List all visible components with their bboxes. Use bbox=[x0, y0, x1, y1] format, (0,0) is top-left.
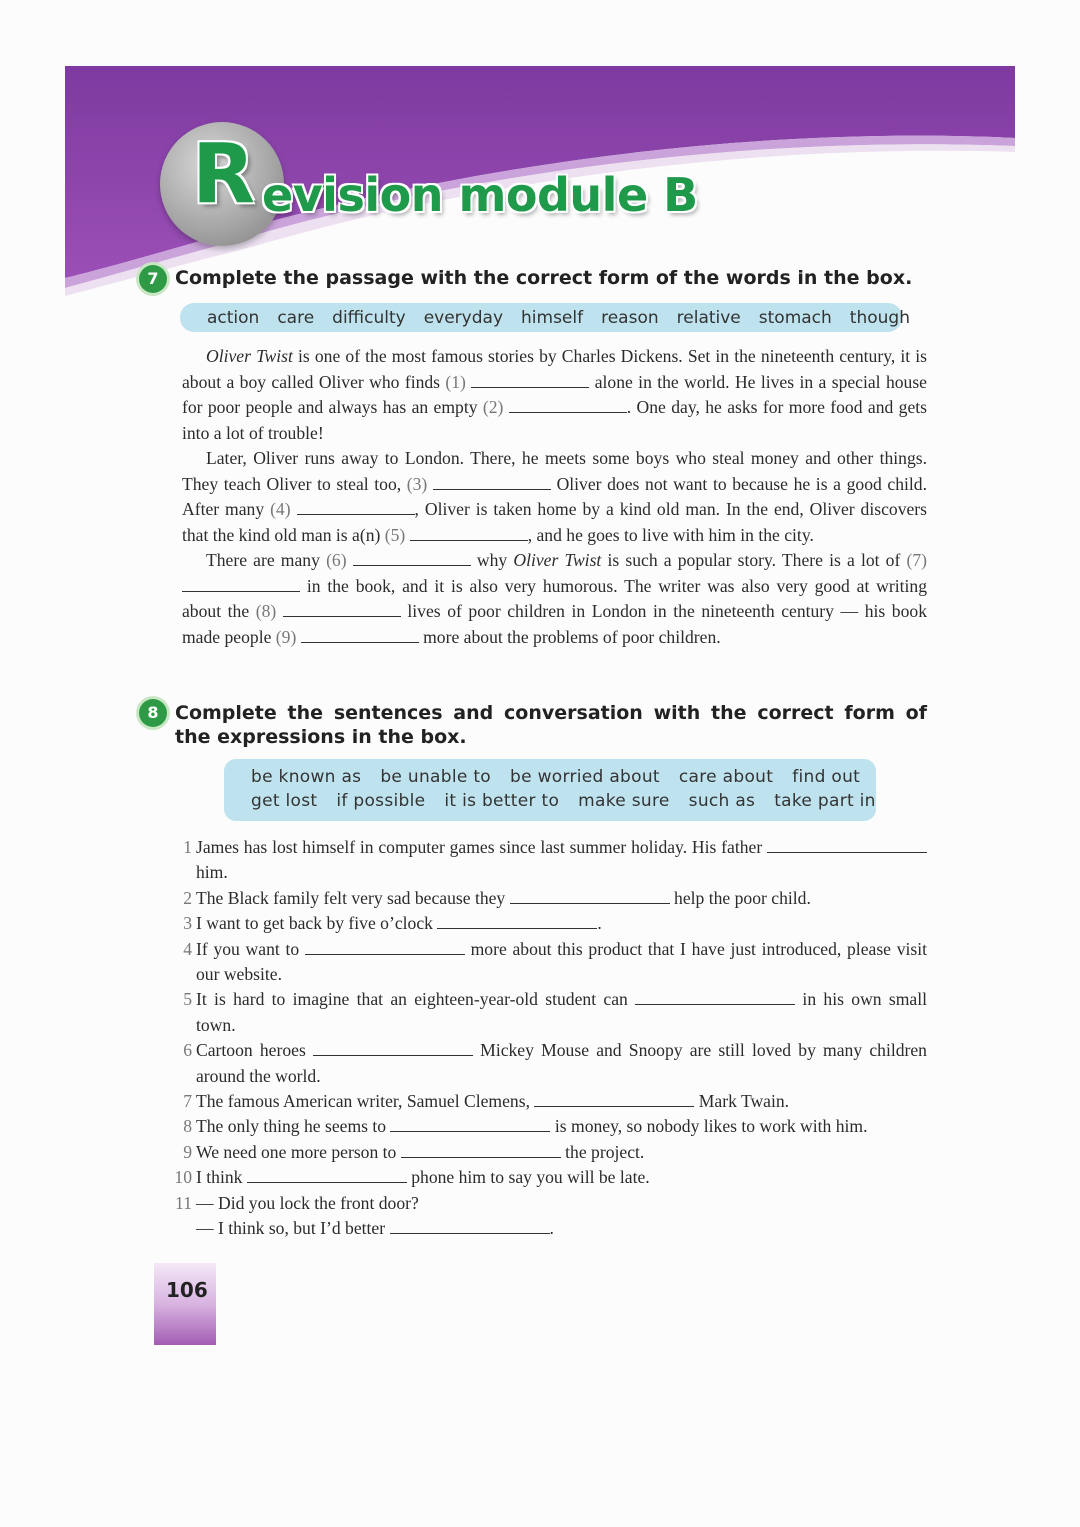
answer-blank[interactable] bbox=[433, 474, 551, 490]
answer-blank[interactable] bbox=[401, 1142, 561, 1158]
sentence-part: — I think so, but I’d better bbox=[196, 1218, 390, 1239]
answer-blank[interactable] bbox=[313, 1040, 473, 1056]
sentence-part: The famous American writer, Samuel Clemens, bbox=[196, 1091, 535, 1112]
passage-text: Later, Oliver runs away to London. There, he meets some boys who steal money and other things. They teach Oliver to steal too, bbox=[182, 448, 927, 494]
box-expression: get lost bbox=[251, 791, 318, 811]
passage-text: , Oliver is taken home by a kind old man. In the end, Oliver discovers that the kind old man is a(n) bbox=[182, 499, 928, 545]
sentence-part: James has lost himself in computer games since last summer holiday. His father bbox=[196, 837, 767, 857]
passage-text: in the book, and it is also very humorous. The writer was also very good at writing about the bbox=[182, 575, 927, 621]
sentence-part: phone him to say you will be late. bbox=[406, 1167, 650, 1188]
sentence-part: The Black family felt very sad because they bbox=[196, 887, 510, 908]
sentence-part: Mickey Mouse and Snoopy are still loved by many children around the world. bbox=[196, 1040, 927, 1086]
book-title: Oliver Twist bbox=[513, 550, 602, 570]
passage-text: lives of poor children in London in the nineteenth century — his book made people bbox=[182, 601, 927, 647]
box-word: everyday bbox=[423, 307, 504, 328]
page-number: 106 bbox=[166, 1278, 208, 1302]
sentence-number: 4 bbox=[183, 938, 192, 959]
passage-text: more about the problems of poor children. bbox=[418, 626, 721, 647]
sentence-number bbox=[160, 1216, 196, 1241]
answer-blank[interactable] bbox=[305, 939, 465, 955]
sentence-text bbox=[196, 1038, 927, 1089]
answer-blank[interactable] bbox=[247, 1167, 407, 1183]
sentence-part: I think bbox=[196, 1167, 247, 1188]
box-word: reason bbox=[601, 307, 659, 328]
book-title: Oliver Twist bbox=[206, 346, 293, 366]
sentence-item bbox=[160, 835, 927, 886]
exercise-8-number: 8 bbox=[139, 699, 167, 727]
sentence-item bbox=[160, 1165, 927, 1190]
answer-blank[interactable] bbox=[390, 1116, 550, 1132]
passage-text: . One day, he asks for more food and gets into a lot of trouble! bbox=[182, 397, 928, 443]
sentence-number: 2 bbox=[183, 887, 192, 908]
sentence-text bbox=[196, 835, 927, 886]
answer-blank[interactable] bbox=[437, 913, 597, 929]
sentence-part: is money, so nobody likes to work with him. bbox=[550, 1116, 868, 1137]
blank-number: (1) bbox=[445, 371, 466, 392]
expression-row bbox=[251, 765, 876, 789]
blank-number: (7) bbox=[906, 550, 928, 570]
sentence-text bbox=[196, 911, 927, 936]
sentence-part: the project. bbox=[560, 1141, 645, 1162]
passage-text: , and he goes to live with him in the city. bbox=[527, 524, 814, 545]
passage-text: Oliver does not want to because he is a good child. After many bbox=[182, 473, 927, 519]
sentence-text bbox=[196, 1089, 927, 1114]
sentence-number: 3 bbox=[183, 913, 192, 934]
sentence-part: — Did you lock the front door? bbox=[196, 1192, 419, 1213]
passage-paragraph bbox=[182, 344, 927, 446]
passage-text: is one of the most famous stories by Charles Dickens. Set in the nineteenth century, it is about a boy called Oliver who finds bbox=[182, 346, 927, 392]
sentence-text bbox=[196, 1114, 927, 1139]
answer-blank[interactable] bbox=[767, 837, 927, 853]
sentence-number: 5 bbox=[183, 989, 192, 1010]
sentence-part: help the poor child. bbox=[669, 887, 811, 908]
box-word: stomach bbox=[758, 307, 832, 328]
passage-text: why bbox=[470, 550, 514, 570]
box-expression: such as bbox=[688, 791, 756, 811]
page-title-initial: R bbox=[192, 127, 256, 222]
passage-text: is such a popular story. There is a lot of bbox=[601, 550, 907, 570]
sentence-item bbox=[160, 1140, 927, 1165]
sentence-part: . bbox=[597, 913, 602, 934]
sentence-item bbox=[160, 886, 927, 911]
box-expression: be unable to bbox=[380, 767, 492, 787]
sentence-number: 7 bbox=[183, 1091, 192, 1112]
box-expression: be worried about bbox=[510, 767, 660, 787]
box-expression: be known as bbox=[251, 767, 362, 787]
sentence-number: 8 bbox=[183, 1116, 192, 1137]
sentence-item bbox=[160, 1114, 927, 1139]
sentence-item bbox=[160, 987, 927, 1038]
sentence-text bbox=[196, 1140, 927, 1165]
answer-blank[interactable] bbox=[510, 888, 670, 904]
answer-blank[interactable] bbox=[534, 1091, 694, 1107]
box-word: difficulty bbox=[332, 307, 406, 328]
passage-text: There are many bbox=[206, 550, 327, 570]
box-word: relative bbox=[676, 307, 741, 328]
box-expression: if possible bbox=[336, 791, 426, 811]
exercise-8-instruction: Complete the sentences and conversation with the correct form of the expressions in the box. bbox=[175, 702, 927, 748]
blank-number: (6) bbox=[326, 550, 347, 570]
exercise-7-number: 7 bbox=[139, 265, 167, 293]
sentence-part: It is hard to imagine that an eighteen-year-old student can bbox=[196, 989, 636, 1010]
answer-blank[interactable] bbox=[182, 576, 300, 592]
answer-blank[interactable] bbox=[471, 372, 589, 388]
sentence-item bbox=[160, 1089, 927, 1114]
sentence-part: We need one more person to bbox=[196, 1141, 401, 1162]
sentence-part: in his own small town. bbox=[196, 989, 927, 1035]
sentence-text bbox=[196, 1191, 927, 1216]
expression-row bbox=[251, 789, 876, 813]
passage-paragraph bbox=[182, 446, 927, 548]
blank-number: (4) bbox=[270, 499, 291, 519]
sentence-part: . bbox=[549, 1218, 554, 1239]
sentence-part: If you want to bbox=[196, 938, 305, 959]
passage-text: alone in the world. He lives in a special house for poor people and always has an empty bbox=[182, 371, 927, 417]
sentence-part: him. bbox=[196, 862, 228, 883]
box-expression: find out bbox=[792, 767, 861, 787]
answer-blank[interactable] bbox=[353, 550, 471, 566]
box-expression: make sure bbox=[578, 791, 670, 811]
box-expression: care about bbox=[678, 767, 774, 787]
exercise-8-expression-box bbox=[224, 759, 876, 821]
sentence-item bbox=[160, 1038, 927, 1089]
answer-blank[interactable] bbox=[283, 601, 401, 617]
blank-number: (3) bbox=[406, 473, 428, 494]
blank-number: (8) bbox=[255, 601, 277, 621]
exercise-7-passage bbox=[182, 344, 927, 650]
sentence-text bbox=[196, 1216, 927, 1241]
box-expression: it is better to bbox=[444, 791, 560, 811]
sentence-text bbox=[196, 987, 927, 1038]
sentence-part: Mark Twain. bbox=[694, 1091, 790, 1112]
box-word: care bbox=[277, 307, 315, 328]
sentence-item bbox=[160, 1216, 927, 1241]
exercise-8-sentences bbox=[160, 835, 927, 1242]
answer-blank[interactable] bbox=[410, 525, 528, 541]
box-word: though bbox=[849, 307, 910, 328]
sentence-part: Cartoon heroes bbox=[196, 1040, 313, 1061]
blank-number: (2) bbox=[482, 397, 504, 417]
answer-blank[interactable] bbox=[390, 1218, 550, 1234]
sentence-number: 9 bbox=[183, 1141, 192, 1162]
blank-number: (5) bbox=[384, 524, 406, 545]
answer-blank[interactable] bbox=[509, 397, 627, 413]
sentence-number: 10 bbox=[174, 1167, 192, 1188]
page-title: evision module B bbox=[262, 168, 698, 222]
sentence-item bbox=[160, 1191, 927, 1216]
answer-blank[interactable] bbox=[297, 499, 415, 515]
page-number-tab bbox=[154, 1263, 216, 1345]
sentence-text bbox=[196, 886, 927, 911]
sentence-item bbox=[160, 937, 927, 988]
sentence-number: 6 bbox=[183, 1040, 192, 1061]
exercise-7-word-box bbox=[180, 303, 910, 332]
answer-blank[interactable] bbox=[635, 989, 795, 1005]
box-expression: take part in bbox=[774, 791, 876, 811]
sentence-text bbox=[196, 937, 927, 988]
sentence-part: more about this product that I have just introduced, please visit our website. bbox=[196, 938, 928, 985]
sentence-number: 1 bbox=[183, 837, 192, 857]
blank-number: (9) bbox=[275, 626, 297, 647]
passage-paragraph bbox=[182, 548, 927, 650]
sentence-part: I want to get back by five o’clock bbox=[196, 913, 438, 934]
sentence-number: 11 bbox=[175, 1192, 192, 1213]
box-word: action bbox=[207, 307, 260, 328]
exercise-7-instruction: Complete the passage with the correct form of the words in the box. bbox=[175, 267, 913, 289]
sentence-part: The only thing he seems to bbox=[196, 1116, 391, 1137]
sentence-text bbox=[196, 1165, 927, 1190]
box-word: himself bbox=[521, 307, 584, 328]
answer-blank[interactable] bbox=[301, 627, 419, 643]
sentence-item bbox=[160, 911, 927, 936]
